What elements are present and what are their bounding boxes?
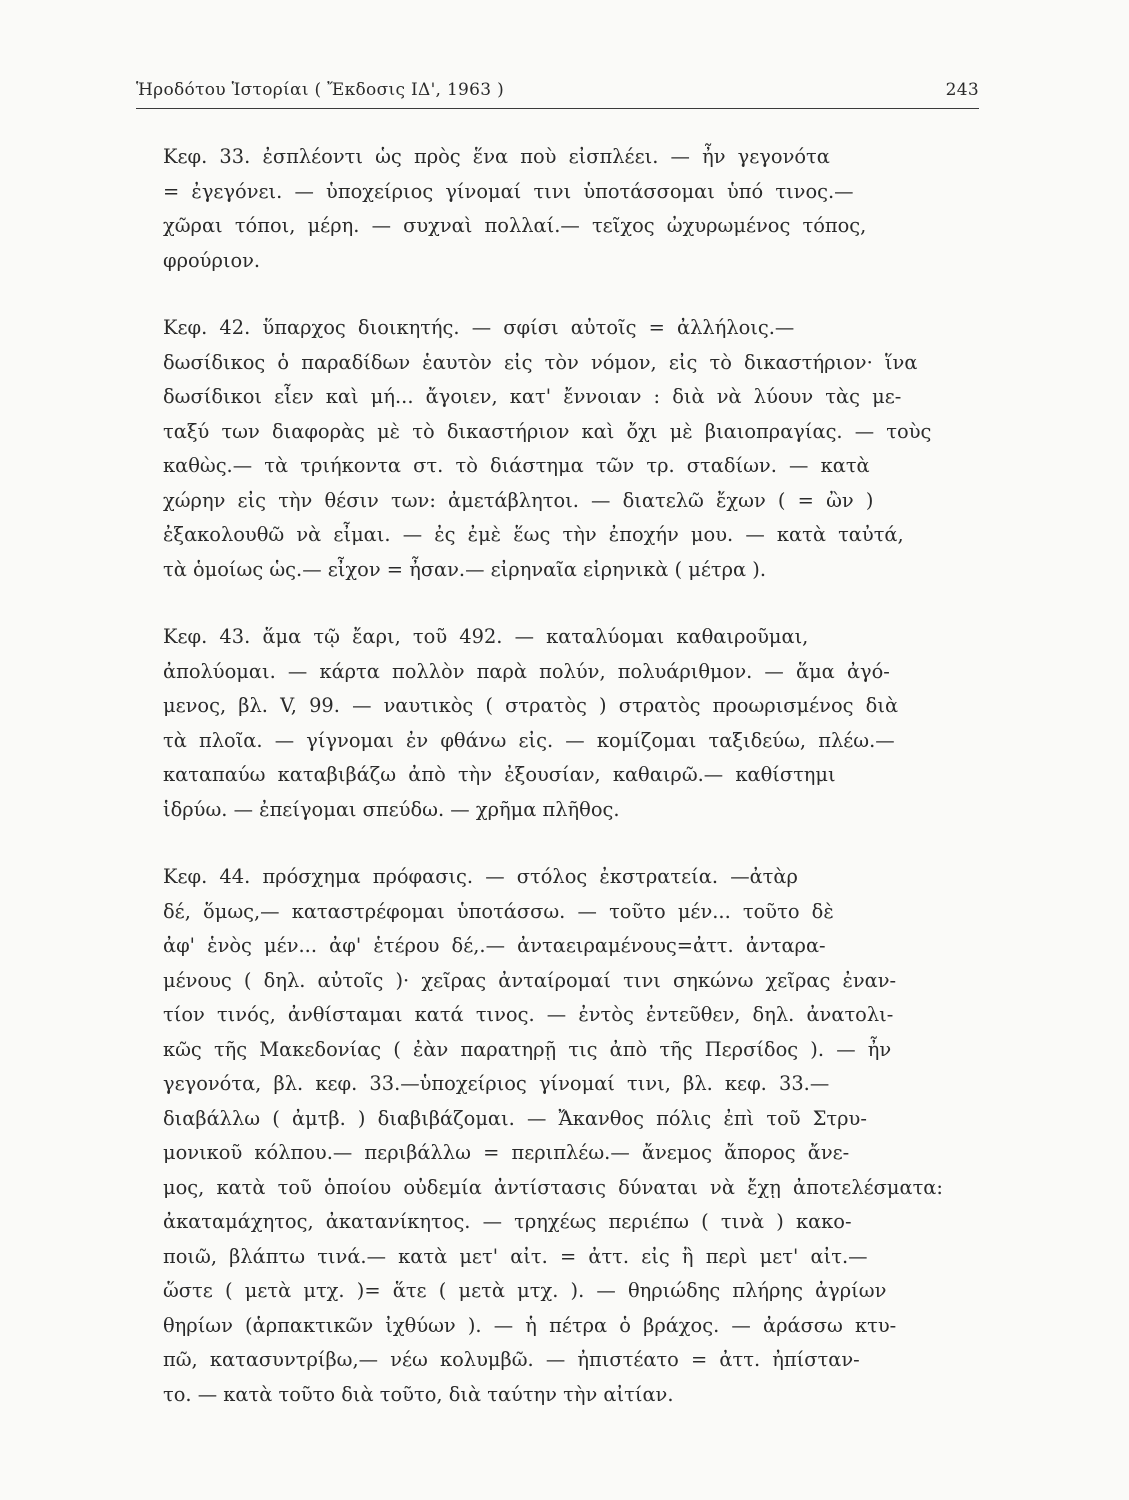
glossary-content bbox=[163, 140, 979, 1445]
text-line: κῶς τῆς Μακεδονίας ( ἐὰν παρατηρῇ τις ἀπὸ τῆς Περσίδος ). — ἦν bbox=[163, 1037, 892, 1061]
text-line: Κεφ. 33. ἐσπλέοντι ὡς πρὸς ἕνα ποὺ εἰσπλέει. — ἦν γεγονότα bbox=[163, 145, 830, 168]
text-line: καταπαύω καταβιβάζω ἀπὸ τὴν ἐξουσίαν, καθαιρῶ.— καθίστημι bbox=[163, 763, 836, 786]
text-line: ἱδρύω. — ἐπείγομαι σπεύδω. — χρῆμα πλῆθος. bbox=[163, 797, 620, 821]
text-line: πῶ, κατασυντρίβω,— νέω κολυμβῶ. — ἠπιστέατο = ἀττ. ἠπίσταν- bbox=[163, 1348, 860, 1371]
text-line: μονικοῦ κόλπου.— περιβάλλω = περιπλέω.— ἄνεμος ἄπορος ἄνε- bbox=[163, 1141, 850, 1164]
text-line: ἐξακολουθῶ νὰ εἶμαι. — ἐς ἐμὲ ἕως τὴν ἐποχήν μου. — κατὰ ταὐτά, bbox=[163, 523, 904, 546]
chapter-paragraph bbox=[163, 860, 979, 1412]
text-line: ἀκαταμάχητος, ἀκατανίκητος. — τρηχέως περιέπω ( τινὰ ) κακο- bbox=[163, 1210, 852, 1233]
chapter-paragraph bbox=[163, 311, 979, 587]
text-line: μένους ( δηλ. αὐτοῖς )· χεῖρας ἀνταίρομαί τινι σηκώνω χεῖρας ἐναν- bbox=[163, 968, 897, 992]
text-line: Κεφ. 43. ἅμα τῷ ἔαρι, τοῦ 492. — καταλύομαι καθαιροῦμαι, bbox=[163, 625, 809, 648]
text-line: χῶραι τόποι, μέρη. — συχναὶ πολλαί.— τεῖχος ὠχυρωμένος τόπος, bbox=[163, 214, 867, 237]
text-line: γεγονότα, βλ. κεφ. 33.—ὑποχείριος γίνομαί τινι, βλ. κεφ. 33.— bbox=[163, 1072, 830, 1095]
text-line: ποιῶ, βλάπτω τινά.— κατὰ μετ' αἰτ. = ἀττ. εἰς ἢ περὶ μετ' αἰτ.— bbox=[163, 1244, 868, 1268]
text-line: δωσίδικος ὁ παραδίδων ἑαυτὸν εἰς τὸν νόμον, εἰς τὸ δικαστήριον· ἵνα bbox=[163, 350, 918, 374]
text-line: τὰ πλοῖα. — γίγνομαι ἐν φθάνω εἰς. — κομίζομαι ταξιδεύω, πλέω.— bbox=[163, 728, 895, 752]
text-line: το. — κατὰ τοῦτο διὰ τοῦτο, διὰ ταύτην τὴν αἰτίαν. bbox=[163, 1382, 674, 1406]
text-line: τὰ ὁμοίως ὡς.— εἶχον = ἦσαν.— εἰρηναῖα εἰρηνικὰ ( μέτρα ). bbox=[163, 557, 766, 581]
page-header bbox=[136, 76, 979, 109]
text-line: Κεφ. 44. πρόσχημα πρόφασις. — στόλος ἐκστρατεία. —ἀτὰρ bbox=[163, 865, 798, 888]
text-line: δωσίδικοι εἶεν καὶ μή... ἄγοιεν, κατ' ἔννοιαν : διὰ νὰ λύουν τὰς με- bbox=[163, 385, 902, 408]
text-line: = ἐγεγόνει. — ὑποχείριος γίνομαί τινι ὑποτάσσομαι ὑπό τινος.— bbox=[163, 179, 854, 203]
running-title: Ἡροδότου Ἱστορίαι ( Ἔκδοσις ΙΔ', 1963 ) bbox=[136, 80, 505, 100]
text-line: θηρίων (ἁρπακτικῶν ἰχθύων ). — ἡ πέτρα ὁ βράχος. — ἀράσσω κτυ- bbox=[163, 1313, 897, 1337]
text-line: χώρην εἰς τὴν θέσιν των: ἀμετάβλητοι. — διατελῶ ἔχων ( = ὢν ) bbox=[163, 488, 874, 512]
text-line: ταξύ των διαφορὰς μὲ τὸ δικαστήριον καὶ ὄχι μὲ βιαιοπραγίας. — τοὺς bbox=[163, 419, 932, 443]
text-line: Κεφ. 42. ὕπαρχος διοικητής. — σφίσι αὐτοῖς = ἀλλήλοις.— bbox=[163, 316, 795, 339]
text-line: ὥστε ( μετὰ μτχ. )= ἅτε ( μετὰ μτχ. ). — θηριώδης πλήρης ἀγρίων bbox=[163, 1279, 887, 1302]
text-line: ἀπολύομαι. — κάρτα πολλὸν παρὰ πολύν, πολυάριθμον. — ἅμα ἀγό- bbox=[163, 659, 890, 683]
text-line: ἀφ' ἑνὸς μέν... ἀφ' ἑτέρου δέ,.— ἀνταειραμένους=ἀττ. ἀνταρα- bbox=[163, 934, 826, 957]
page-number: 243 bbox=[945, 80, 979, 100]
chapter-paragraph bbox=[163, 140, 979, 278]
chapter-paragraph bbox=[163, 620, 979, 827]
text-line: δέ, ὅμως,— καταστρέφομαι ὑποτάσσω. — τοῦτο μέν... τοῦτο δὲ bbox=[163, 899, 834, 923]
text-line: μενος, βλ. V, 99. — ναυτικὸς ( στρατὸς ) στρατὸς προωρισμένος διὰ bbox=[163, 694, 899, 717]
text-line: τίον τινός, ἀνθίσταμαι κατά τινος. — ἐντὸς ἐντεῦθεν, δηλ. ἀνατολι- bbox=[163, 1003, 894, 1026]
text-line: καθὼς.— τὰ τριήκοντα στ. τὸ διάστημα τῶν τρ. σταδίων. — κατὰ bbox=[163, 454, 870, 477]
text-line: μος, κατὰ τοῦ ὁποίου οὐδεμία ἀντίστασις δύναται νὰ ἔχῃ ἀποτελέσματα: bbox=[163, 1175, 943, 1199]
text-line: διαβάλλω ( ἀμτβ. ) διαβιβάζομαι. — Ἄκανθος πόλις ἐπὶ τοῦ Στρυ- bbox=[163, 1106, 867, 1130]
text-line: φρούριον. bbox=[163, 248, 261, 272]
